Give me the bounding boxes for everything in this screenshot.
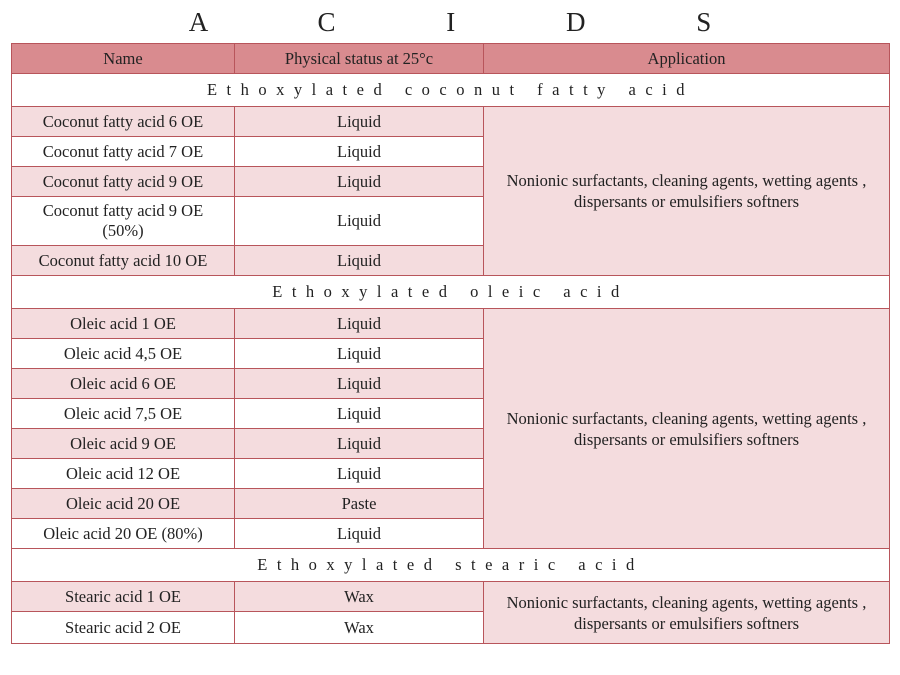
row-name: Oleic acid 1 OE: [12, 309, 235, 339]
section-header-oleic: [12, 276, 890, 309]
application-line: dispersants or emulsifiers softners: [574, 429, 799, 449]
row-status: Liquid: [235, 519, 484, 549]
row-status: Liquid: [235, 339, 484, 369]
section-header-coconut: [12, 74, 890, 107]
table-row: [12, 582, 890, 612]
column-header-application: Application: [484, 44, 890, 74]
row-name: Coconut fatty acid 6 OE: [12, 107, 235, 137]
row-name: Coconut fatty acid 7 OE: [12, 137, 235, 167]
row-name: Oleic acid 20 OE: [12, 489, 235, 519]
row-name: Oleic acid 12 OE: [12, 459, 235, 489]
acids-table: [11, 43, 890, 644]
application-line: Nonionic surfactants, cleaning agents, wetting agents ,: [506, 171, 867, 190]
application-cell: [484, 309, 890, 549]
row-name: Oleic acid 7,5 OE: [12, 399, 235, 429]
row-name: Coconut fatty acid 10 OE: [12, 246, 235, 276]
application-cell: [484, 582, 890, 644]
row-name: Oleic acid 4,5 OE: [12, 339, 235, 369]
section-title: Ethoxylated oleic acid: [12, 276, 890, 309]
row-name: Coconut fatty acid 9 OE: [12, 167, 235, 197]
section-header-stearic: [12, 549, 890, 582]
application-cell: [484, 107, 890, 276]
row-status: Liquid: [235, 309, 484, 339]
row-name: Stearic acid 1 OE: [12, 582, 235, 612]
row-status: Liquid: [235, 459, 484, 489]
table-row: [12, 107, 890, 137]
section-title: Ethoxylated coconut fatty acid: [12, 74, 890, 107]
row-name: Oleic acid 20 OE (80%): [12, 519, 235, 549]
column-header-name: Name: [12, 44, 235, 74]
header-row: [12, 44, 890, 74]
application-line: dispersants or emulsifiers softners: [574, 192, 799, 211]
row-status: Liquid: [235, 107, 484, 137]
application-line: dispersants or emulsifiers softners: [574, 613, 799, 633]
section-title: Ethoxylated stearic acid: [12, 549, 890, 582]
row-name-line: (50%): [102, 221, 144, 240]
row-status: Liquid: [235, 197, 484, 246]
row-status: Liquid: [235, 246, 484, 276]
row-name-line: Coconut fatty acid 9 OE: [42, 201, 204, 220]
row-status: Wax: [235, 612, 484, 644]
row-status: Liquid: [235, 399, 484, 429]
application-line: Nonionic surfactants, cleaning agents, wetting agents ,: [506, 592, 867, 612]
row-status: Paste: [235, 489, 484, 519]
row-status: Wax: [235, 582, 484, 612]
application-line: Nonionic surfactants, cleaning agents, wetting agents ,: [506, 408, 867, 428]
row-status: Liquid: [235, 137, 484, 167]
row-status: Liquid: [235, 167, 484, 197]
row-status: Liquid: [235, 429, 484, 459]
page-title: A C I D S: [188, 7, 764, 37]
table-row: [12, 309, 890, 339]
row-status: Liquid: [235, 369, 484, 399]
row-name: Oleic acid 9 OE: [12, 429, 235, 459]
row-name: Oleic acid 6 OE: [12, 369, 235, 399]
row-name: Stearic acid 2 OE: [12, 612, 235, 644]
row-name: [12, 197, 235, 246]
column-header-status: Physical status at 25°c: [235, 44, 484, 74]
